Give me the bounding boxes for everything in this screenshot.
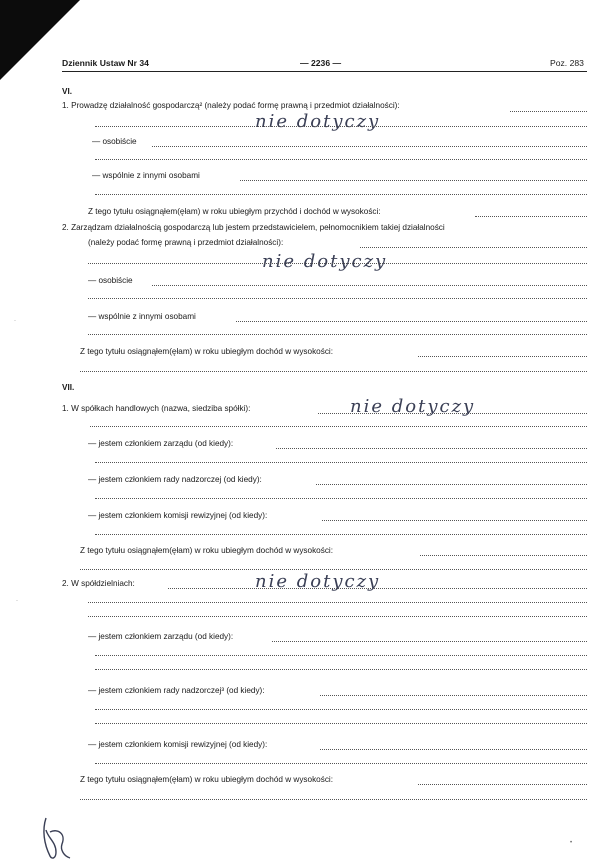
vii-1-question: 1. W spółkach handlowych (nazwa, siedziba spółki): — [62, 404, 251, 413]
vi-1-personally-field-2[interactable] — [95, 159, 587, 160]
vii-1-supervisory-field[interactable] — [316, 484, 587, 485]
scan-speck: • — [570, 840, 573, 846]
vii-1-board-label: — jestem członkiem zarządu (od kiedy): — [88, 439, 234, 448]
vii-1-income-field[interactable] — [420, 555, 587, 556]
vii-2-handwritten-answer: nie dotyczy — [255, 571, 381, 592]
vii-1-income-label: Z tego tytułu osiągnąłem(ęłam) w roku ubiegłym dochód w wysokości: — [80, 546, 334, 555]
vii-1-board-field[interactable] — [276, 448, 587, 449]
vi-1-answer-line-2[interactable] — [95, 126, 587, 127]
vi-2-personally-field-2[interactable] — [88, 298, 587, 299]
vii-1-audit-field[interactable] — [322, 520, 587, 521]
vi-2-answer-line[interactable] — [360, 247, 587, 248]
vi-2-income-field[interactable] — [418, 356, 587, 357]
scan-corner-mark — [0, 0, 80, 80]
vi-1-jointly-label: — wspólnie z innymi osobami — [92, 171, 200, 180]
vii-1-answer-line-2[interactable] — [90, 426, 587, 427]
vi-1-jointly-field-2[interactable] — [95, 194, 587, 195]
vi-1-income-label: Z tego tytułu osiągnąłem(ęłam) w roku ubiegłym przychód i dochód w wysokości: — [88, 207, 381, 216]
vi-2-personally-label: — osobiście — [88, 276, 133, 285]
vii-1-supervisory-label: — jestem członkiem rady nadzorczej (od kiedy): — [88, 475, 262, 484]
section-vii-heading: VII. — [62, 383, 75, 392]
vii-2-audit-field[interactable] — [320, 749, 587, 750]
vi-1-jointly-field[interactable] — [240, 180, 587, 181]
vi-1-handwritten-answer: nie dotyczy — [255, 111, 381, 132]
vi-2-answer-line-2[interactable] — [88, 263, 587, 264]
vii-2-supervisory-field-3[interactable] — [95, 723, 587, 724]
vi-1-answer-line[interactable] — [510, 111, 587, 112]
vii-2-income-field-2[interactable] — [80, 799, 587, 800]
vi-2-jointly-label: — wspólnie z innymi osobami — [88, 312, 196, 321]
vi-1-question: 1. Prowadzę działalność gospodarczą² (należy podać formę prawną i przedmiot działalności): — [62, 101, 400, 110]
vi-2-handwritten-answer: nie dotyczy — [262, 251, 388, 272]
vii-2-question: 2. W spółdzielniach: — [62, 579, 135, 588]
vi-2-question-line1: 2. Zarządzam działalnością gospodarczą lub jestem przedstawicielem, pełnomocnikiem takiej działalności — [62, 223, 445, 232]
vi-1-personally-label: — osobiście — [92, 137, 137, 146]
vii-1-board-field-2[interactable] — [95, 462, 587, 463]
vii-2-audit-label: — jestem członkiem komisji rewizyjnej (od kiedy): — [88, 740, 268, 749]
vii-2-audit-field-2[interactable] — [95, 763, 587, 764]
journal-title: Dziennik Ustaw Nr 34 — [62, 58, 149, 68]
vi-2-personally-field[interactable] — [152, 285, 587, 286]
vii-2-answer-line-3[interactable] — [88, 616, 587, 617]
vii-2-board-field[interactable] — [272, 641, 587, 642]
signature-mark — [38, 812, 78, 864]
header-rule — [62, 71, 587, 72]
vii-1-audit-field-2[interactable] — [95, 534, 587, 535]
scan-speck: · — [16, 598, 18, 604]
vi-1-income-field[interactable] — [475, 216, 587, 217]
vii-2-income-field[interactable] — [418, 784, 587, 785]
vii-1-audit-label: — jestem członkiem komisji rewizyjnej (od kiedy): — [88, 511, 268, 520]
vii-1-income-field-2[interactable] — [80, 569, 587, 570]
vii-2-supervisory-label: — jestem członkiem rady nadzorczej³ (od kiedy): — [88, 686, 265, 695]
vii-2-board-field-2[interactable] — [95, 655, 587, 656]
vi-1-personally-field[interactable] — [152, 146, 587, 147]
vii-2-supervisory-field[interactable] — [320, 695, 587, 696]
position-number: Poz. 283 — [550, 58, 584, 68]
vi-2-income-label: Z tego tytułu osiągnąłem(ęłam) w roku ubiegłym dochód w wysokości: — [80, 347, 334, 356]
vii-2-income-label: Z tego tytułu osiągnąłem(ęłam) w roku ubiegłym dochód w wysokości: — [80, 775, 334, 784]
vii-2-board-field-3[interactable] — [95, 669, 587, 670]
vii-2-board-label: — jestem członkiem zarządu (od kiedy): — [88, 632, 234, 641]
vi-2-jointly-field[interactable] — [236, 321, 587, 322]
scan-speck: · — [14, 318, 16, 324]
vi-2-income-field-2[interactable] — [80, 371, 587, 372]
vii-1-handwritten-answer: nie dotyczy — [350, 396, 476, 417]
vii-2-answer-line-2[interactable] — [88, 602, 587, 603]
vii-1-supervisory-field-2[interactable] — [95, 498, 587, 499]
vi-2-question-line2: (należy podać formę prawną i przedmiot działalności): — [88, 238, 284, 247]
vi-2-jointly-field-2[interactable] — [88, 334, 587, 335]
page-number: — 2236 — — [300, 58, 342, 68]
vii-2-supervisory-field-2[interactable] — [95, 709, 587, 710]
section-vi-heading: VI. — [62, 87, 73, 96]
